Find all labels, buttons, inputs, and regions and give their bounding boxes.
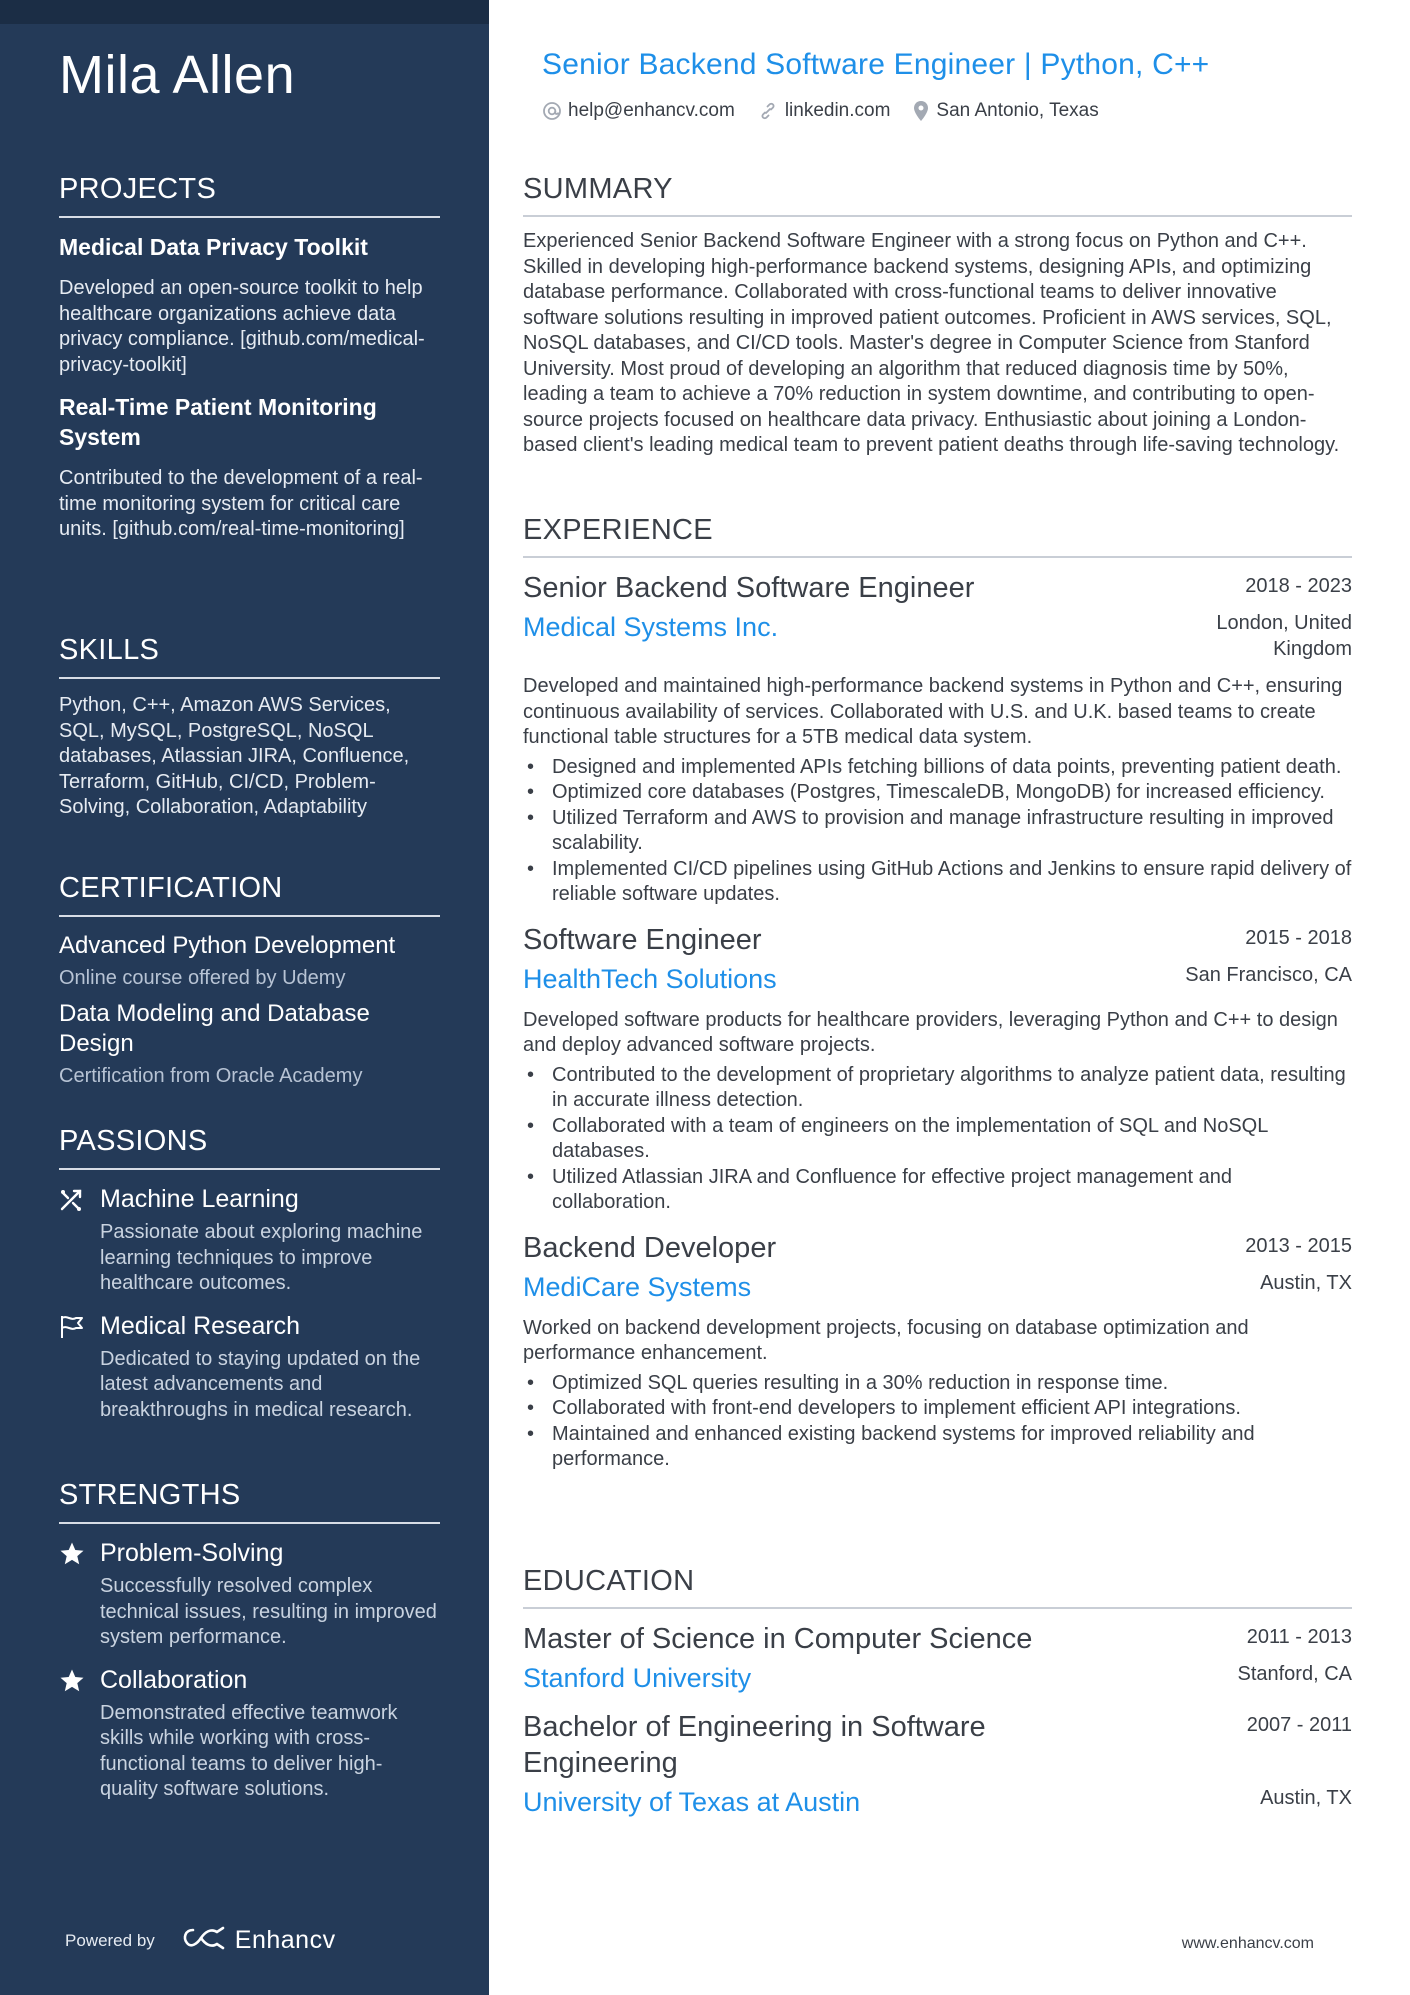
list-item: • Optimized SQL queries resulting in a 30% reduction in response time. [523, 1371, 1352, 1397]
list-item: • Optimized core databases (Postgres, TimescaleDB, MongoDB) for increased efficiency. [523, 780, 1352, 806]
strength-title: Problem-Solving [100, 1539, 284, 1567]
job-location: London, United Kingdom [1216, 612, 1352, 660]
certification-title: Advanced Python Development [59, 932, 396, 959]
experience-heading: EXPERIENCE [523, 514, 1352, 558]
strength-description: Successfully resolved complex technical issues, resulting in improved system performance. [100, 1575, 437, 1648]
powered-by-label: Powered by [65, 1930, 155, 1950]
education-location: Stanford, CA [1237, 1663, 1352, 1685]
education-entry [523, 1621, 1352, 1695]
headline: Senior Backend Software Engineer | Python, C++ [542, 48, 1210, 81]
list-item: • Collaborated with a team of engineers on the implementation of SQL and NoSQL databases. [523, 1114, 1352, 1165]
contact-linkedin-text: linkedin.com [784, 100, 891, 121]
school-name[interactable]: Stanford University [523, 1663, 752, 1693]
job-location: San Francisco, CA [1185, 963, 1352, 986]
strengths-section [59, 1479, 440, 1817]
list-item: • Maintained and enhanced existing backend systems for improved reliability and performance. [523, 1422, 1352, 1473]
project-description: Contributed to the development of a real-time monitoring system for critical care units. [github.com/real-time-monitoring] [59, 467, 423, 540]
job-description: Worked on backend development projects, focusing on database optimization and performance enhancement. [523, 1316, 1249, 1364]
sidebar-top-bar [0, 0, 489, 24]
education-heading: EDUCATION [523, 1565, 1352, 1609]
star-icon [59, 1668, 85, 1694]
certification-title: Data Modeling and Database Design [59, 1000, 370, 1057]
candidate-name: Mila Allen [59, 45, 296, 105]
list-item: • Utilized Terraform and AWS to provision and manage infrastructure resulting in improved scalability. [523, 806, 1352, 857]
project-description: Developed an open-source toolkit to help healthcare organizations achieve data privacy compliance. [github.com/medical-privacy-toolkit] [59, 277, 425, 376]
passion-description: Passionate about exploring machine learning techniques to improve healthcare outcomes. [100, 1221, 423, 1294]
contact-location-text: San Antonio, Texas [936, 100, 1099, 121]
job-title: Backend Developer [523, 1231, 777, 1264]
strengths-heading: STRENGTHS [59, 1479, 440, 1524]
education-location: Austin, TX [1260, 1787, 1352, 1809]
list-item: • Collaborated with front-end developers to implement efficient API integrations. [523, 1396, 1352, 1422]
education-dates: 2011 - 2013 [1246, 1626, 1352, 1648]
passion-item [59, 1311, 440, 1424]
contact-linkedin[interactable] [757, 100, 891, 122]
at-icon [542, 101, 562, 121]
job-bullets [523, 755, 1352, 908]
job-dates: 2015 - 2018 [1245, 926, 1352, 949]
passion-description: Dedicated to staying updated on the latest advancements and breakthroughs in medical research. [100, 1347, 421, 1421]
sidebar [0, 0, 489, 1995]
passion-title: Medical Research [100, 1311, 301, 1340]
job-bullets [523, 1063, 1352, 1216]
projects-heading: PROJECTS [59, 173, 440, 218]
education-dates: 2007 - 2011 [1246, 1714, 1352, 1736]
passion-title: Machine Learning [100, 1185, 299, 1213]
skills-list: Python, C++, Amazon AWS Services, SQL, MySQL, PostgreSQL, NoSQL databases, Atlassian JIRA, Confluence, Terraform, GitHub, CI/CD, Problem-Solving, Collaboration, Adaptability [59, 694, 410, 818]
strength-description: Demonstrated effective teamwork skills while working with cross-functional teams to deliver high-quality software solutions. [100, 1701, 398, 1800]
company-name[interactable]: MediCare Systems [523, 1271, 752, 1302]
contact-bar [542, 100, 1121, 122]
education-entry [523, 1709, 1352, 1819]
list-item: • Implemented CI/CD pipelines using GitHub Actions and Jenkins to ensure rapid delivery of reliable software updates. [523, 857, 1352, 908]
experience-section [523, 514, 1352, 1487]
job-title: Senior Backend Software Engineer [523, 572, 975, 604]
list-item: • Designed and implemented APIs fetching billions of data points, preventing patient death. [523, 755, 1352, 781]
enhancv-logo-icon [181, 1926, 227, 1955]
experience-entry [523, 570, 1352, 908]
summary-section [523, 173, 1352, 459]
projects-section [59, 173, 440, 557]
experience-entry [523, 922, 1352, 1216]
flag-icon [59, 1314, 85, 1340]
certification-section [59, 872, 440, 1097]
company-name[interactable]: HealthTech Solutions [523, 963, 777, 994]
summary-heading: SUMMARY [523, 173, 1352, 217]
job-bullets [523, 1371, 1352, 1473]
strength-item [59, 1538, 440, 1651]
skills-heading: SKILLS [59, 634, 440, 679]
list-item: • Contributed to the development of proprietary algorithms to analyze patient data, resulting in accurate illness detection. [523, 1063, 1352, 1114]
link-icon [757, 101, 779, 121]
degree-title: Master of Science in Computer Science [523, 1623, 1033, 1655]
certification-heading: CERTIFICATION [59, 872, 440, 917]
powered-by-footer [65, 1926, 336, 1955]
school-name[interactable]: University of Texas at Austin [523, 1787, 861, 1817]
job-title: Software Engineer [523, 923, 762, 956]
list-item: • Utilized Atlassian JIRA and Confluence for effective project management and collaboration. [523, 1165, 1352, 1216]
education-section [523, 1565, 1352, 1833]
project-title: Medical Data Privacy Toolkit [59, 234, 368, 260]
job-description: Developed software products for healthcare providers, leveraging Python and C++ to design and deploy advanced software projects. [523, 1008, 1338, 1056]
contact-location [912, 100, 1098, 122]
strength-item [59, 1665, 440, 1803]
footer-url[interactable]: www.enhancv.com [1181, 1935, 1314, 1952]
company-name[interactable]: Medical Systems Inc. [523, 612, 779, 642]
certification-issuer: Online course offered by Udemy [59, 967, 346, 989]
contact-email-text: help@enhancv.com [568, 100, 735, 121]
passions-heading: PASSIONS [59, 1125, 440, 1170]
experience-entry [523, 1230, 1352, 1473]
job-dates: 2018 - 2023 [1245, 575, 1352, 597]
degree-title: Bachelor of Engineering in Software Engineering [523, 1711, 986, 1779]
strength-title: Collaboration [100, 1665, 248, 1694]
contact-email[interactable] [542, 100, 735, 122]
project-title: Real-Time Patient Monitoring System [59, 394, 377, 450]
job-description: Developed and maintained high-performance backend systems in Python and C++, ensuring continuous availability of services. Collaborated with U.S. and U.K. based teams to create functional table structures for a 5TB medical data system. [523, 675, 1343, 748]
star-icon [59, 1541, 85, 1567]
location-pin-icon [912, 100, 930, 122]
summary-text: Experienced Senior Backend Software Engineer with a strong focus on Python and C++. Skilled in developing high-performance backend systems, designing APIs, and optimizing database performance. Collaborated with cross-functional teams to deliver innovative software solutions resulting in improved patient outcomes. Proficient in AWS services, SQL, NoSQL databases, and CI/CD tools. Master's degree in Computer Science from Stanford University. Most proud of developing an algorithm that reduced diagnosis time by 50%, leading a team to achieve a 70% reduction in system downtime, and contributing to open-source projects focused on healthcare data privacy. Enthusiastic about joining a London-based client's leading medical team to prevent patient deaths through life-saving technology. [523, 230, 1340, 456]
certification-issuer: Certification from Oracle Academy [59, 1065, 363, 1087]
passions-section [59, 1125, 440, 1437]
machine-learning-icon [59, 1187, 85, 1213]
passion-item [59, 1184, 440, 1297]
enhancv-brand[interactable]: Enhancv [234, 1926, 336, 1954]
skills-section [59, 634, 440, 821]
job-location: Austin, TX [1260, 1271, 1352, 1294]
job-dates: 2013 - 2015 [1245, 1234, 1352, 1257]
